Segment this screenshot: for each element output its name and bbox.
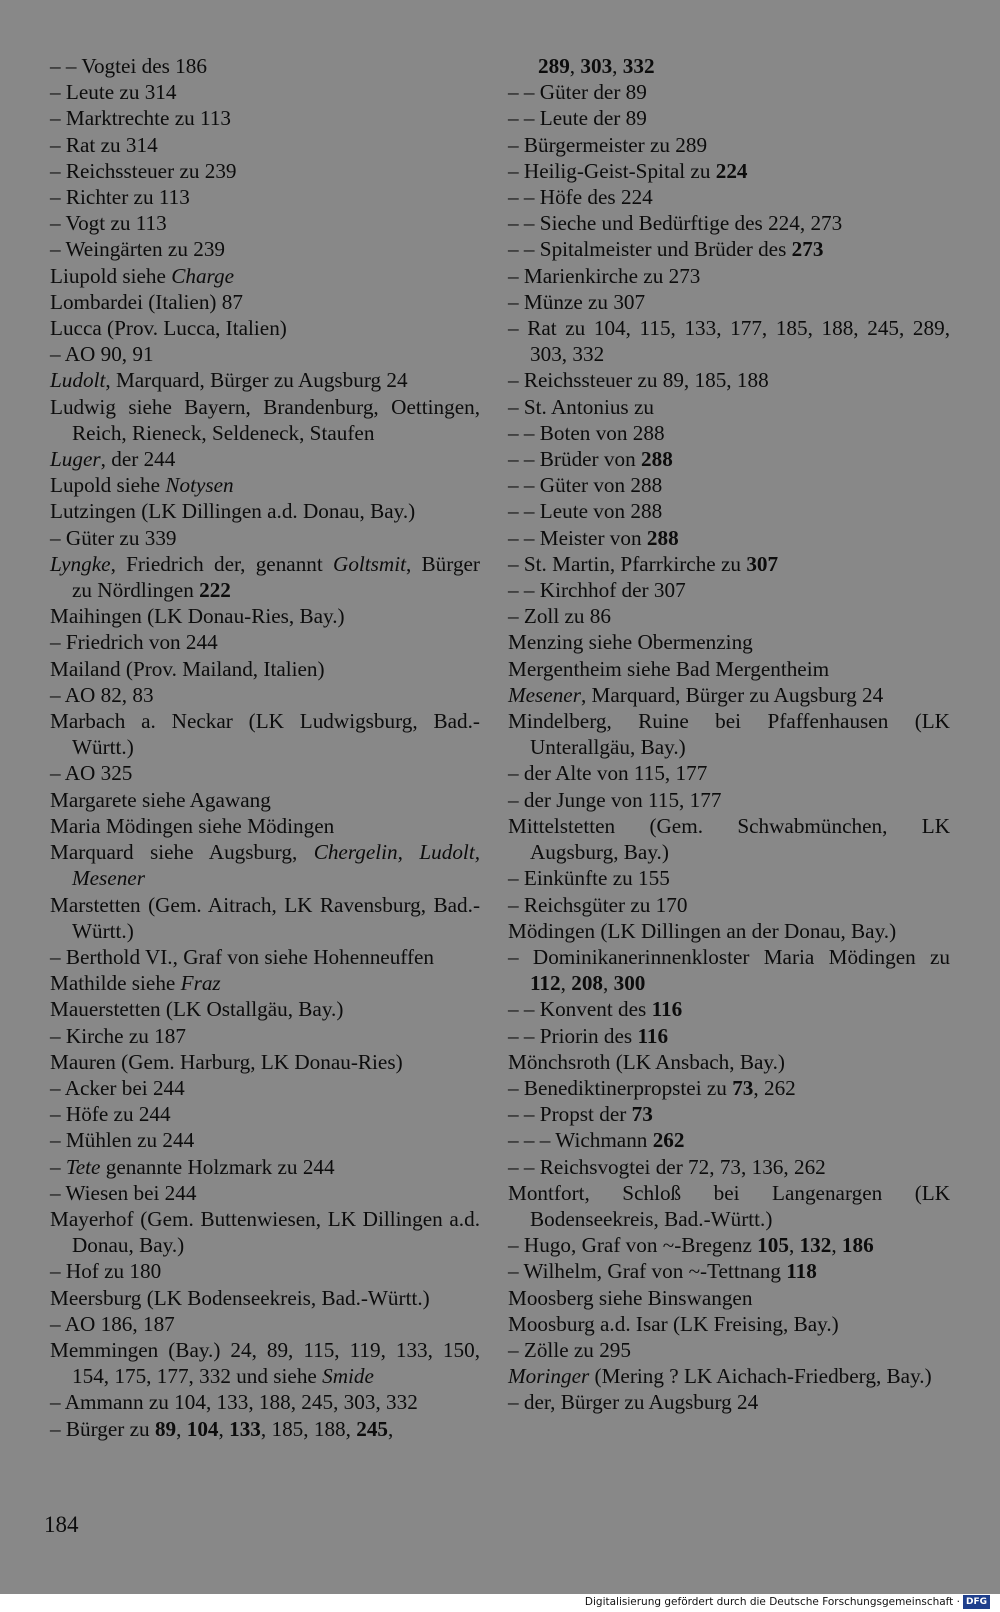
entry-text: – der, Bürger zu Augsburg 24 [508,1390,759,1415]
entry-text: Mauerstetten (LK Ostallgäu, Bay.) [50,997,344,1022]
index-entry [50,682,480,708]
index-entry [508,1337,950,1363]
bold-page-ref: 222 [199,578,231,603]
entry-text: – Richter zu 113 [50,185,190,210]
entry-text: , [176,1416,187,1441]
index-entry [50,944,480,970]
index-entry [508,1180,950,1232]
entry-text: – Bürgermeister zu 289 [508,132,708,157]
bold-page-ref: 289 [538,54,570,78]
index-entry [50,629,480,655]
entry-text: – – Vogtei des 186 [50,54,207,78]
index-entry [50,1127,480,1153]
entry-text: – Zölle zu 295 [508,1337,631,1362]
index-entry [50,472,480,498]
index-entry [50,813,480,839]
index-entry [50,498,480,524]
entry-text: Lutzingen (LK Dillingen a.d. Donau, Bay.) [50,499,416,524]
index-entry [508,472,950,498]
index-entry [508,53,950,79]
bold-page-ref: 273 [791,237,824,262]
entry-text: – – Priorin des [508,1023,638,1048]
index-entry [508,577,950,603]
bold-page-ref: 262 [652,1128,685,1153]
index-entry [50,289,480,315]
entry-text: Liupold siehe [50,263,172,288]
index-entry [50,787,480,813]
entry-text: , Marquard, Bürger zu Augsburg 24 [105,368,408,393]
bold-page-ref: 224 [715,158,748,183]
entry-text: genannte Holzmark zu 244 [100,1154,335,1179]
entry-text: Menzing siehe Obermenzing [508,630,753,655]
index-entry [50,760,480,786]
entry-text: – Einkünfte zu 155 [508,866,670,891]
entry-text: Maria Mödingen siehe Mödingen [50,813,335,838]
index-entry [508,1311,950,1337]
bold-page-ref: 104 [186,1416,219,1441]
index-entry [508,918,950,944]
index-entry [50,996,480,1022]
entry-text: – – Spitalmeister und Brüder des [508,237,792,262]
index-entry [508,289,950,315]
entry-text: , [218,1416,230,1441]
entry-text: – Zoll zu 86 [508,604,611,629]
index-entry [50,525,480,551]
index-entry [50,656,480,682]
index-entry [508,498,950,524]
entry-text: Meersburg (LK Bodenseekreis, Bad.-Württ.) [50,1285,430,1310]
entry-text: – Mühlen zu 244 [50,1128,195,1153]
entry-text: Marquard siehe Augsburg, [50,840,314,865]
italic-name: Charge [171,263,234,288]
index-entry [50,1023,480,1049]
index-entry [508,132,950,158]
index-entry [50,708,480,760]
entry-text: Memmingen (Bay.) 24, 89, 115, 119, 133, 150, 154, 175, 177, 332 und siehe [50,1337,480,1389]
entry-text: – Münze zu 307 [508,289,646,314]
entry-text: – – Leute von 288 [508,499,663,524]
entry-text: – St. Antonius zu [508,394,654,419]
index-entry [50,315,480,341]
bold-page-ref: 288 [646,525,679,550]
entry-text: – – Propst der [508,1102,632,1127]
index-entry [50,892,480,944]
entry-text: , [603,971,614,996]
entry-text: – Friedrich von 244 [50,630,218,655]
index-entry [508,1127,950,1153]
bold-page-ref: 89 [154,1416,177,1441]
entry-text: , Bürger zu Nördlingen [72,551,480,603]
index-entry [50,132,480,158]
index-entry [50,210,480,236]
index-entry [50,603,480,629]
italic-name: Moringer [508,1364,590,1389]
index-entry [50,79,480,105]
index-entry [50,341,480,367]
index-entry [508,603,950,629]
bold-page-ref: 133 [229,1416,261,1441]
index-entry [50,1206,480,1258]
entry-text: – Benediktinerpropstei zu [508,1075,733,1100]
entry-text: – – Boten von 288 [508,420,665,445]
index-entry [508,446,950,472]
entry-text: – Weingärten zu 239 [50,237,226,262]
entry-text: – – Reichsvogtei der 72, 73, 136, 262 [508,1154,826,1179]
entry-text: – Marktrechte zu 113 [50,106,232,131]
bold-page-ref: 112 [530,971,561,996]
index-entry [50,394,480,446]
entry-text: , [569,54,581,78]
entry-text: – – Güter der 89 [508,80,647,105]
index-entry [50,1416,480,1442]
entry-text: , [388,1416,394,1441]
entry-text: , [788,1233,800,1258]
entry-text: Marstetten (Gem. Aitrach, LK Ravensburg, Bad.-Württ.) [50,892,480,943]
entry-text: – Hugo, Graf von ~-Bregenz [508,1233,758,1258]
entry-text: , Marquard, Bürger zu Augsburg 24 [580,682,884,707]
index-entry [50,1049,480,1075]
index-entry [508,892,950,918]
entry-text: – Reichssteuer zu 89, 185, 188 [508,368,769,393]
entry-text: – – Sieche und Bedürftige des 224, 273 [508,211,843,236]
index-entry [50,184,480,210]
bold-page-ref: 105 [757,1233,789,1258]
index-entry [508,1101,950,1127]
entry-text: – Reichssteuer zu 239 [50,158,237,183]
index-entry [508,420,950,446]
entry-text: Mergentheim siehe Bad Mergentheim [508,656,830,681]
index-entry [50,158,480,184]
index-entry [508,1049,950,1075]
index-entry [50,105,480,131]
index-entry [508,1023,950,1049]
entry-text: Maihingen (LK Donau-Ries, Bay.) [50,604,345,629]
bold-page-ref: 307 [746,551,779,576]
entry-text: Mathilde siehe [50,971,181,996]
italic-name: Lyngke [50,551,111,576]
entry-text: – Rat zu 104, 115, 133, 177, 185, 188, 245, 289, 303, 332 [508,316,950,367]
italic-name: Ludolt [50,368,106,393]
index-entry [508,1154,950,1180]
entry-text: Mönchsroth (LK Ansbach, Bay.) [508,1049,785,1074]
entry-text: – – Kirchhof der 307 [508,578,686,603]
index-entry [508,1363,950,1389]
index-entry [508,367,950,393]
entry-text: – Marienkirche zu 273 [508,263,701,288]
entry-text: Mayerhof (Gem. Buttenwiesen, LK Dillingen a.d. Donau, Bay.) [50,1206,480,1258]
entry-text: – – Konvent des [508,997,652,1022]
bold-page-ref: 132 [799,1233,832,1258]
entry-text: Montfort, Schloß bei Langenargen (LK Bodenseekreis, Bad.-Württ.) [508,1180,950,1231]
index-entry [508,1389,950,1415]
index-entry [508,315,950,367]
entry-text: Lombardei (Italien) 87 [50,289,243,314]
index-entry [508,865,950,891]
index-entry [50,263,480,289]
bold-page-ref: 208 [571,971,603,996]
entry-text: , der 244 [100,447,176,472]
footer-credit [585,1595,990,1609]
index-entry [50,551,480,603]
entry-text: Lucca (Prov. Lucca, Italien) [50,316,287,341]
entry-text: – Rat zu 314 [50,132,158,157]
entry-text: – Reichsgüter zu 170 [508,892,688,917]
entry-text: Moosberg siehe Binswangen [508,1285,753,1310]
entry-text: , Friedrich der, genannt [110,551,334,576]
index-entry [50,1337,480,1389]
index-entry [508,787,950,813]
index-entry [508,105,950,131]
italic-name: Smide [322,1364,374,1389]
italic-name: Chergelin, Ludolt, Mesener [72,840,481,891]
entry-text: Mailand (Prov. Mailand, Italien) [50,656,325,681]
italic-name: Tete [65,1154,101,1179]
bold-page-ref: 303 [580,54,613,78]
entry-text: – Wiesen bei 244 [50,1180,197,1205]
index-entry [508,944,950,996]
index-entry [508,184,950,210]
index-entry [50,446,480,472]
entry-text: – Höfe zu 244 [50,1102,171,1127]
bold-page-ref: 332 [622,54,655,78]
entry-text: – – Meister von [508,525,647,550]
entry-text: Mödingen (LK Dillingen an der Donau, Bay.) [508,918,897,943]
index-entry [508,1075,950,1101]
dfg-logo: DFG [963,1595,990,1609]
entry-text: – Kirche zu 187 [50,1023,186,1048]
index-entry [50,1258,480,1284]
entry-text: – der Junge von 115, 177 [508,787,722,812]
index-entry [50,1154,480,1180]
index-entry [50,367,480,393]
entry-text: Margarete siehe Agawang [50,787,271,812]
entry-text: Moosburg a.d. Isar (LK Freising, Bay.) [508,1311,839,1336]
index-entry [508,394,950,420]
footer-text: Digitalisierung gefördert durch die Deutsche Forschungsgemeinschaft · [584,1596,960,1608]
bold-page-ref: 118 [786,1259,817,1284]
entry-text: – – Güter von 288 [508,473,663,498]
index-entry [508,1285,950,1311]
index-entry [50,1311,480,1337]
index-entry [508,263,950,289]
bold-page-ref: 116 [651,997,683,1022]
entry-text: – St. Martin, Pfarrkirche zu [508,551,747,576]
entry-text: , [560,971,572,996]
index-entry [508,1258,950,1284]
entry-text: Ludwig siehe Bayern, Brandenburg, Oettingen, Reich, Rieneck, Seldeneck, Staufen [50,394,480,445]
index-entry [50,1389,480,1415]
bold-page-ref: 73 [631,1102,653,1127]
entry-text: – Vogt zu 113 [50,211,167,236]
index-entry [50,236,480,262]
index-entry [508,708,950,760]
index-column-left [50,53,480,1442]
entry-text: – AO 82, 83 [50,682,154,707]
page-number: 184 [44,1512,79,1537]
index-entry [508,158,950,184]
index-entry [50,1285,480,1311]
entry-text: , 262 [753,1075,796,1100]
entry-text: – [50,1154,66,1179]
entry-text: Lupold siehe [50,473,166,498]
entry-text: – AO 325 [50,761,133,786]
index-entry [50,1180,480,1206]
entry-text: – Hof zu 180 [50,1259,162,1284]
entry-text: Mittelstetten (Gem. Schwabmünchen, LK Augsburg, Bay.) [508,813,950,865]
entry-text: – – Brüder von [508,447,641,472]
bold-page-ref: 116 [637,1023,669,1048]
italic-name: Fraz [180,971,221,996]
index-entry [508,210,950,236]
entry-text: – – – Wichmann [508,1128,653,1153]
italic-name: Mesener [508,682,581,707]
entry-text: – – Leute der 89 [508,106,647,131]
index-entry [508,79,950,105]
entry-text: – AO 186, 187 [50,1311,175,1336]
bold-page-ref: 73 [732,1075,754,1100]
index-entry [508,236,950,262]
index-entry [508,813,950,865]
index-entry [508,551,950,577]
index-entry [508,760,950,786]
entry-text: – AO 90, 91 [50,342,154,367]
index-entry [50,1075,480,1101]
index-entry [50,1101,480,1127]
italic-name: Luger [50,447,101,472]
index-entry [50,53,480,79]
index-entry [508,525,950,551]
entry-text: Mindelberg, Ruine bei Pfaffenhausen (LK Unterallgäu, Bay.) [508,709,950,760]
index-entry [508,996,950,1022]
entry-text: Marbach a. Neckar (LK Ludwigsburg, Bad.-Württ.) [50,709,480,760]
entry-text: , [831,1233,842,1258]
entry-text: – – Höfe des 224 [508,185,653,210]
entry-text: – Dominikanerinnenkloster Maria Mödingen zu [508,944,950,969]
index-entry [50,970,480,996]
entry-text: – Ammann zu 104, 133, 188, 245, 303, 332 [50,1390,418,1415]
bold-page-ref: 300 [613,971,646,996]
entry-text: – Acker bei 244 [50,1075,185,1100]
index-entry [508,682,950,708]
entry-text: , [612,54,623,78]
bold-page-ref: 288 [641,447,673,472]
entry-text: – Güter zu 339 [50,525,177,550]
entry-text: – Berthold VI., Graf von siehe Hohenneuffen [50,944,435,969]
index-entry [508,1232,950,1258]
index-entry [508,629,950,655]
entry-text: – Heilig-Geist-Spital zu [508,158,716,183]
index-entry [508,656,950,682]
entry-text: – Wilhelm, Graf von ~-Tettnang [508,1259,787,1284]
index-entry [50,839,480,891]
entry-text: (Mering ? LK Aichach-Friedberg, Bay.) [589,1364,932,1389]
entry-text: – Leute zu 314 [50,80,177,105]
entry-text: – Bürger zu [50,1416,155,1441]
italic-name: Goltsmit [333,551,407,576]
entry-text: , 185, 188, [260,1416,357,1441]
entry-text: – der Alte von 115, 177 [508,761,708,786]
entry-text: Mauren (Gem. Harburg, LK Donau-Ries) [50,1049,403,1074]
bold-page-ref: 186 [841,1233,874,1258]
italic-name: Notysen [165,473,234,498]
bold-page-ref: 245 [356,1416,388,1441]
index-column-right [508,53,950,1416]
